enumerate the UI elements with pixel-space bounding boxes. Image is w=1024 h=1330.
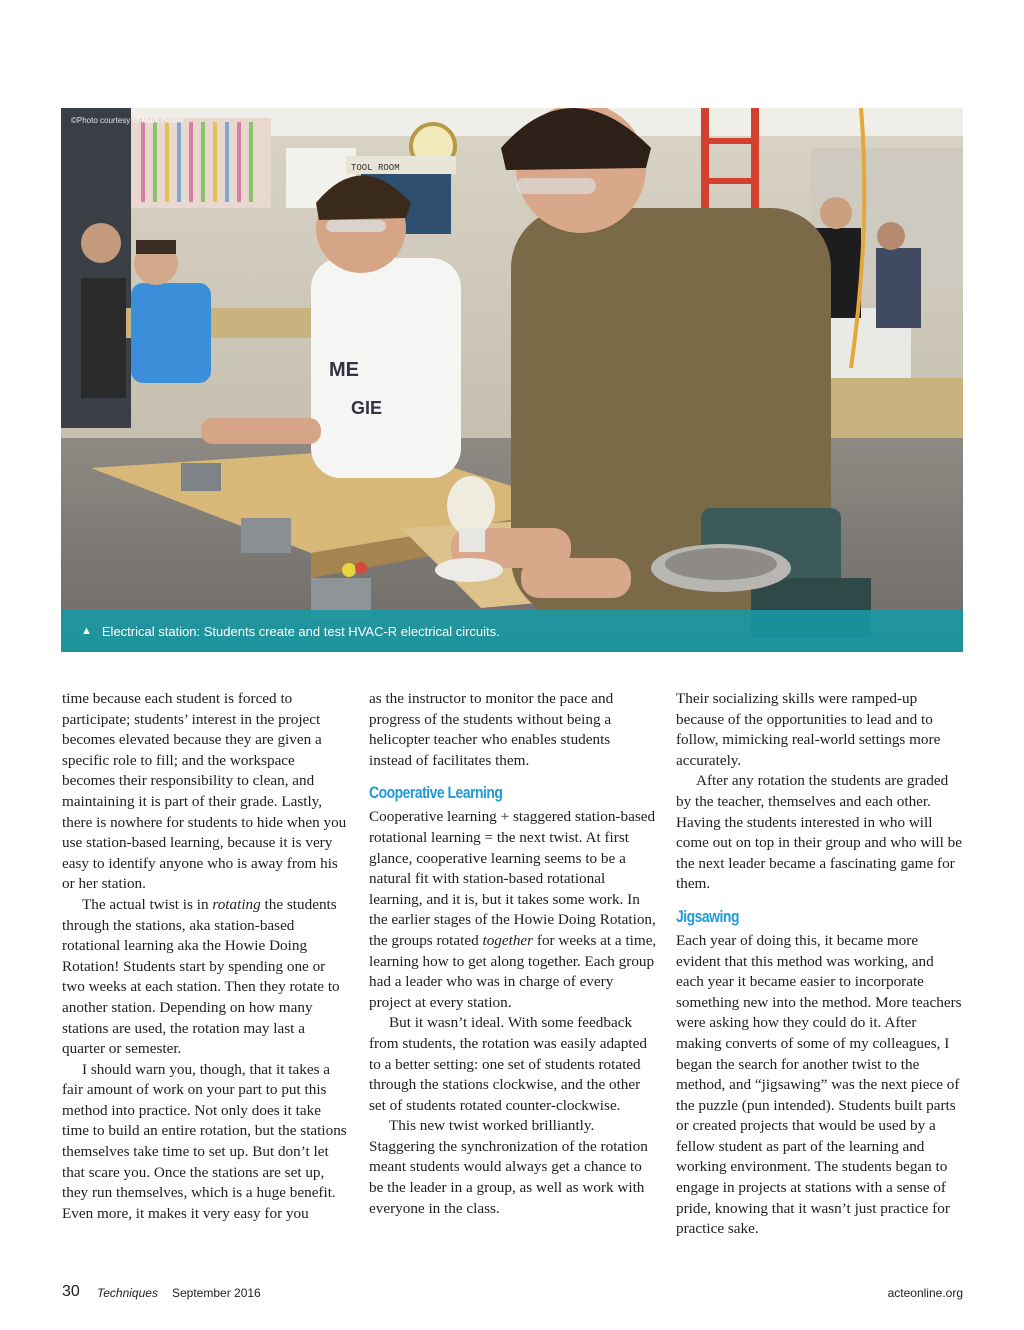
section-heading-cooperative-learning: Cooperative Learning [369,783,503,803]
photo-caption-bar [61,610,963,652]
magazine-title: Techniques [97,1286,158,1300]
shirt-text: GIE [351,398,383,418]
paragraph-text: the students through the stations, aka station-based rotational learning aka the Howie Doing Rotation! Students start by spending one or two weeks at each station. Then they rotate to another station. Depending on how many stations are used, the rotation may last a quarter or semester. [62,895,340,1058]
photo-caption: Electrical station: Students create and test HVAC-R electrical circuits. [101,623,500,639]
section-heading-jigsawing: Jigsawing [676,906,739,926]
wall-poster [131,118,271,208]
issue-date: September 2016 [172,1286,261,1300]
website-link[interactable]: acteonline.org [887,1286,963,1300]
text-column-2 [369,689,657,1219]
paragraph: But it wasn’t ideal. With some feedback from students, the rotation was easily adapted to a better setting: one set of students rotated through the stations clockwise, and the other set of students rotated counter-clockwise. [369,1014,647,1114]
classroom-photo [61,108,963,652]
paragraph [369,807,657,1013]
paragraph-text: The actual twist is in [82,895,213,913]
shirt-text: ME [329,359,359,381]
paragraph: time because each student is forced to participate; students’ interest in the project becomes elevated because they are given a specific role to fill; and the workspace becomes their responsibility to clean, and maintaining it is part of their grade. Lastly, there is nowhere for students to hide when you use station-based learning, because it is very easy to identify anyone who is away from his or her station. [62,690,347,893]
text-column-1 [62,689,350,1224]
paragraph: I should warn you, though, that it takes a fair amount of work on your part to put this method into practice. Not only does it take time to build an entire rotation, but the stations themselves take time to set up. But don’t let that scare you. Once the stations are set up, they run themselves, which is a huge benefit. Even more, it makes it very easy for you [62,1060,347,1222]
paragraph: This new twist worked brilliantly. Staggering the synchronization of the rotation meant students would always get a chance to be the leader in a group, as well as work with everyone in the class. [369,1117,648,1217]
photo-credit: ©Photo courtesy of Mark Howie [71,116,184,125]
text-column-3 [676,689,964,1240]
page-number: 30 [62,1283,80,1300]
paragraph: Their socializing skills were ramped-up because of the opportunities to lead and to follow, mimicking real-world settings more accurately. [676,690,941,769]
paragraph-text: Cooperative learning + staggered station-based rotational learning = the next twist. At first glance, cooperative learning seems to be a natural fit with station-based rotational learning, and it is, but it takes some work. In the earlier stages of the Howie Doing Rotation, the groups rotated [369,808,656,949]
emphasis: together [482,931,534,949]
page-footer [62,1283,963,1306]
paragraph: After any rotation the students are graded by the teacher, themselves and each other. Having the students interested in who will come out on top in their group and who will be the next leader became a fascinating game for them. [676,772,962,893]
paragraph: Each year of doing this, it became more evident that this method was working, and each year it became easier to incorporate something new into the method. More teachers were asking how they could do it. After making converts of some of my colleagues, I began the search for another twist to the method, and “jigsawing” was the next piece of the puzzle (pun intended). Students built parts or created projects that would be used by a fellow student as part of the learning and working environment. The students began to engage in projects at stations with a sense of pride, knowing that it wasn’t just practice for practice sake. [676,931,962,1238]
paragraph [62,895,350,1060]
triangle-up-icon: ▲ [81,625,92,637]
paragraph-text: for weeks at a time, learning how to get along together. Each group had a leader who was in charge of every project at every station. [369,931,657,1011]
emphasis: rotating [212,895,261,913]
paragraph: as the instructor to monitor the pace and progress of the students without being a helicopter teacher who enables students instead of facilitates them. [369,690,614,769]
tool-room-sign: TOOL ROOM [351,163,400,173]
electrical-box [241,518,291,553]
feature-photo [61,108,963,652]
